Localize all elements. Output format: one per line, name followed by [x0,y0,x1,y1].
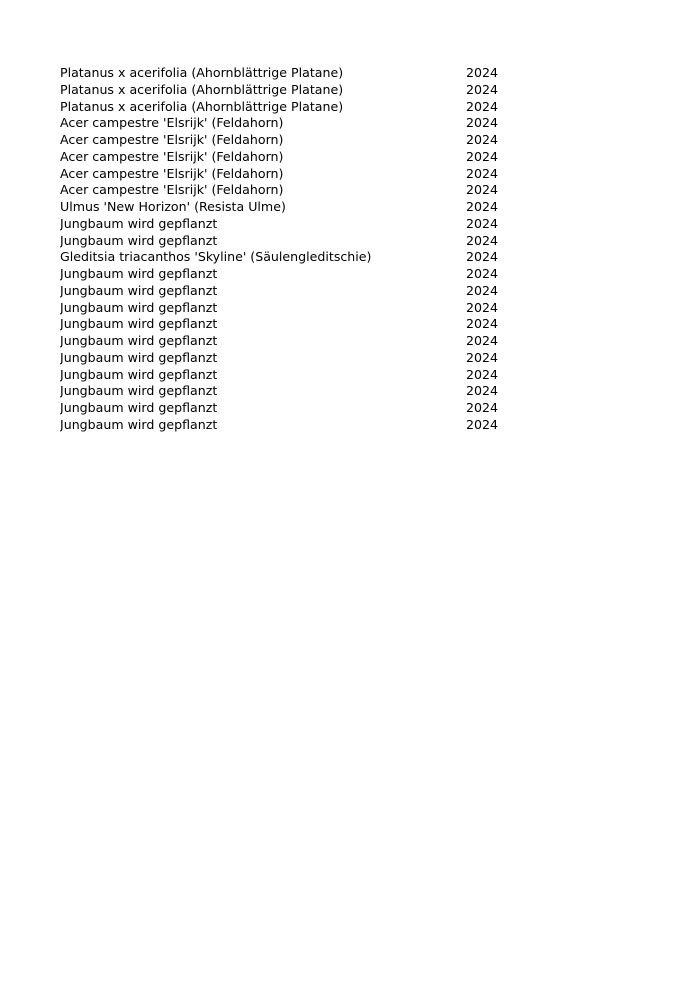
year-cell: 2024 [466,65,499,80]
table-row [60,132,520,149]
table-row [60,350,520,367]
species-cell: Acer campestre 'Elsrijk' (Feldahorn) [60,165,284,181]
species-cell: Jungbaum wird gepflanzt [60,232,218,248]
table-row [60,166,520,183]
table-row [60,417,520,434]
year-cell: 2024 [466,366,499,382]
table-row [60,400,520,417]
table-row [60,233,520,250]
year-cell: 2024 [466,98,499,114]
table-row [60,283,520,300]
year-cell: 2024 [466,349,499,365]
year-cell: 2024 [466,199,499,214]
species-cell: Acer campestre 'Elsrijk' (Feldahorn) [60,148,284,164]
year-cell: 2024 [466,81,499,97]
species-cell: Jungbaum wird gepflanzt [60,366,218,382]
species-cell: Jungbaum wird gepflanzt [60,266,218,281]
year-cell: 2024 [466,165,499,181]
species-cell: Jungbaum wird gepflanzt [60,299,218,315]
species-cell: Platanus x acerifolia (Ahornblättrige Platane) [60,81,344,97]
year-cell: 2024 [466,416,499,432]
year-cell: 2024 [466,182,499,198]
table-row [60,82,520,99]
species-cell: Jungbaum wird gepflanzt [60,383,218,399]
table-row [60,383,520,400]
species-cell: Acer campestre 'Elsrijk' (Feldahorn) [60,132,284,147]
species-cell: Platanus x acerifolia (Ahornblättrige Platane) [60,65,344,80]
table-row [60,367,520,384]
year-cell: 2024 [466,266,499,281]
year-cell: 2024 [466,148,499,164]
year-cell: 2024 [466,232,499,248]
table-row [60,182,520,199]
species-cell: Jungbaum wird gepflanzt [60,349,218,365]
table-row [60,149,520,166]
table-row [60,115,520,132]
year-cell: 2024 [466,400,499,415]
table-row [60,300,520,317]
species-cell: Acer campestre 'Elsrijk' (Feldahorn) [60,182,284,198]
species-cell: Jungbaum wird gepflanzt [60,416,218,432]
species-cell: Jungbaum wird gepflanzt [60,282,218,298]
year-cell: 2024 [466,132,499,147]
species-cell: Gleditsia triacanthos 'Skyline' (Säulengleditschie) [60,249,372,265]
year-cell: 2024 [466,383,499,399]
table-row [60,65,520,82]
table-row [60,249,520,266]
year-cell: 2024 [466,249,499,265]
table-row [60,216,520,233]
species-cell: Jungbaum wird gepflanzt [60,215,218,231]
table-row [60,316,520,333]
species-cell: Ulmus 'New Horizon' (Resista Ulme) [60,199,286,214]
tree-planting-table [60,65,520,434]
year-cell: 2024 [466,282,499,298]
table-row [60,333,520,350]
year-cell: 2024 [466,316,499,332]
year-cell: 2024 [466,333,499,348]
year-cell: 2024 [466,215,499,231]
year-cell: 2024 [466,299,499,315]
species-cell: Jungbaum wird gepflanzt [60,316,218,332]
table-row [60,99,520,116]
species-cell: Platanus x acerifolia (Ahornblättrige Platane) [60,98,344,114]
species-cell: Acer campestre 'Elsrijk' (Feldahorn) [60,115,284,131]
species-cell: Jungbaum wird gepflanzt [60,400,218,415]
year-cell: 2024 [466,115,499,131]
table-row [60,199,520,216]
species-cell: Jungbaum wird gepflanzt [60,333,218,348]
table-row [60,266,520,283]
